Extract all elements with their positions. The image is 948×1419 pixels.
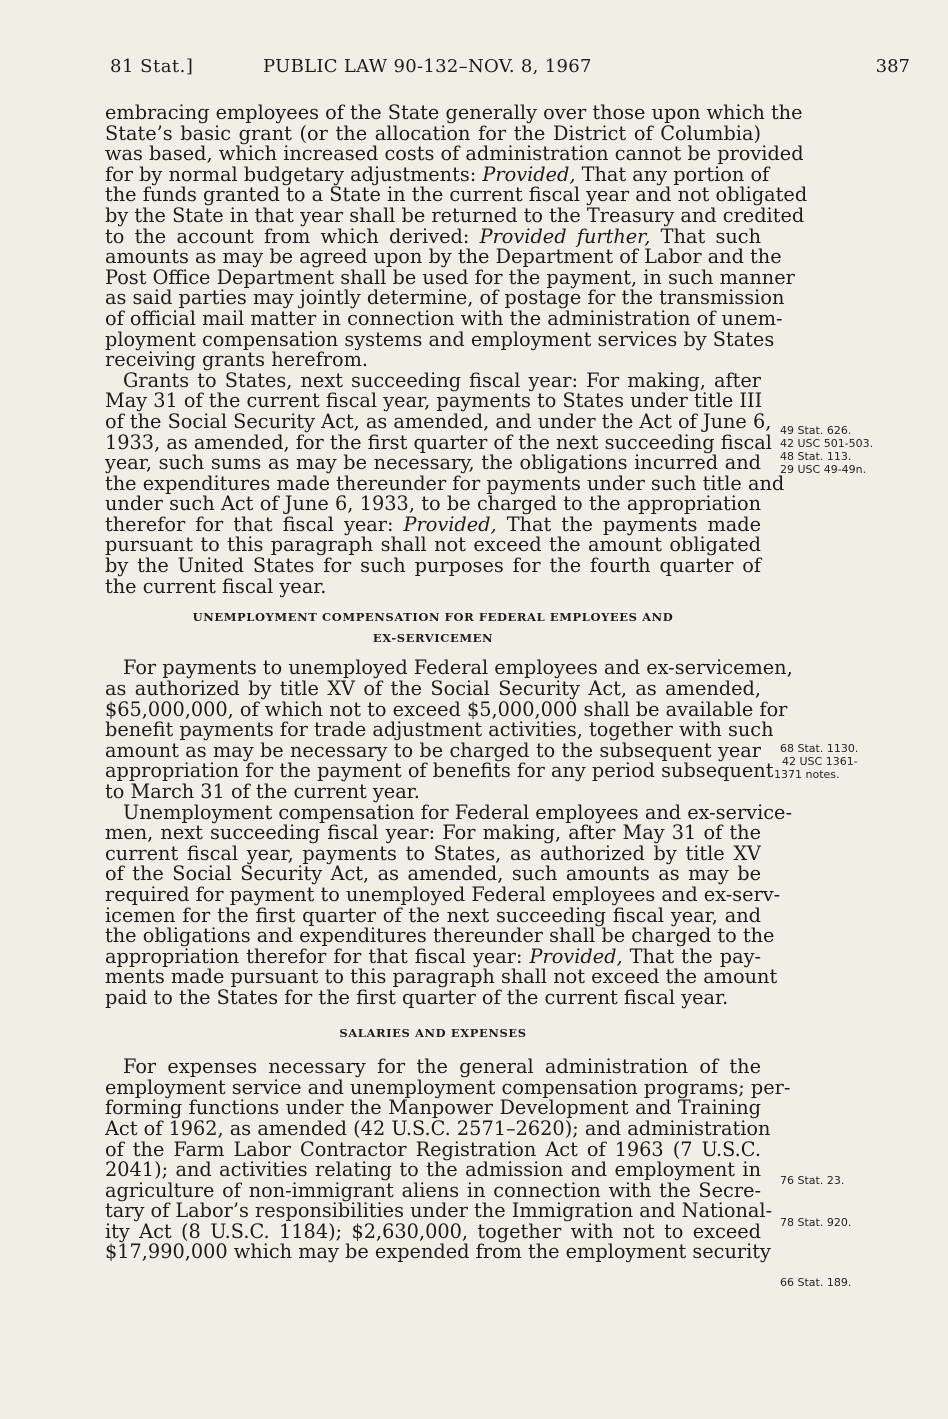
text-line: pursuant to this paragraph shall not exceed the amount obligated <box>105 533 761 557</box>
header-title: PUBLIC LAW 90-132–NOV. 8, 1967 <box>263 56 592 77</box>
note-line: 68 Stat. 1130. <box>780 742 859 755</box>
paragraph-1 <box>105 101 808 372</box>
text-line: Act of 1962, as amended (42 U.S.C. 2571–2620); and administration <box>105 1116 771 1140</box>
text-line: amount as may be necessary to be charged to the subsequent year <box>105 738 761 762</box>
text-line <box>105 162 770 186</box>
text-line: as said parties may jointly determine, of postage for the transmission <box>105 286 785 310</box>
text-line <box>105 512 761 536</box>
note-line: 42 USC 501-503. <box>780 437 874 450</box>
text-line: to March 31 of the current year. <box>105 780 420 803</box>
text-line: by the State in that year shall be returned to the Treasury and credited <box>105 203 805 227</box>
note-line: 1371 notes. <box>774 768 840 781</box>
section-heading: UNEMPLOYMENT COMPENSATION FOR FEDERAL EMPLOYEES AND <box>192 610 674 625</box>
text-line: receiving grants herefrom. <box>105 348 369 372</box>
text-run: to the account from which derived: <box>105 224 470 248</box>
paragraph-2 <box>105 368 785 598</box>
text-line: ployment compensation systems and employment services by States <box>105 327 775 351</box>
text-line: employment service and unemployment compensation programs; per- <box>105 1075 791 1099</box>
text-line: Unemployment compensation for Federal employees and ex-service- <box>123 800 792 824</box>
text-line: of official mail matter in connection with the administration of unem- <box>105 306 783 330</box>
text-line: the funds granted to a State in the current fiscal year and not obligated <box>105 183 808 207</box>
text-line: year, such sums as may be necessary, the obligations incurred and <box>105 451 761 475</box>
proviso-italic: Provided, <box>403 512 497 536</box>
margin-note-citation: 76 Stat. 23. <box>780 1174 845 1187</box>
text-line: by the United States for such purposes for the fourth quarter of <box>105 554 761 578</box>
text-line: benefit payments for trade adjustment activities, together with such <box>105 718 774 742</box>
text-line: was based, which increased costs of administration cannot be provided <box>105 142 804 166</box>
page-number: 387 <box>875 56 910 77</box>
text-line: ity Act (8 U.S.C. 1184); $2,630,000, together with not to exceed <box>105 1219 761 1243</box>
text-run: for by normal budgetary adjustments: <box>105 162 477 186</box>
margin-note-citation <box>780 424 873 476</box>
text-line: of the Social Security Act, as amended, and under the Act of June 6, <box>105 409 772 433</box>
text-line <box>105 224 761 248</box>
text-line: tary of Labor’s responsibilities under the Immigration and National- <box>105 1199 773 1223</box>
text-line: under such Act of June 6, 1933, to be charged to the appropriation <box>105 492 761 516</box>
text-run: That any portion of <box>581 162 770 186</box>
text-line: paid to the States for the first quarter of the current fiscal year. <box>105 985 729 1009</box>
text-line: $17,990,000 which may be expended from the employment security <box>105 1240 771 1264</box>
paragraph-4 <box>105 800 792 1009</box>
proviso-italic: Provided, <box>482 162 576 186</box>
proviso-italic: Provided, <box>529 944 623 968</box>
header-statute-ref: 81 Stat.] <box>110 56 194 77</box>
text-line <box>105 944 761 968</box>
text-line: ments made pursuant to this paragraph shall not exceed the amount <box>105 965 778 989</box>
note-line: 29 USC 49-49n. <box>780 463 867 476</box>
text-line: of the Farm Labor Contractor Registration Act of 1963 (7 U.S.C. <box>105 1137 761 1161</box>
text-line: the expenditures made thereunder for payments under such title and <box>105 471 785 495</box>
text-line: as authorized by title XV of the Social Security Act, as amended, <box>105 677 761 701</box>
text-line: embracing employees of the State generally over those upon which the <box>105 101 803 124</box>
proviso-italic: Provided further, <box>479 224 651 248</box>
text-run: appropriation therefor for that fiscal year: <box>105 944 523 968</box>
text-line: Post Office Department shall be used for the payment, in such manner <box>105 265 795 289</box>
text-run: That the payments made <box>506 512 761 536</box>
text-line: men, next succeeding fiscal year: For making, after May 31 of the <box>105 821 761 845</box>
margin-note-citation <box>774 742 859 781</box>
text-line: current fiscal year, payments to States, as authorized by title XV <box>105 841 761 865</box>
text-line: For payments to unemployed Federal employees and ex-servicemen, <box>123 656 793 680</box>
paragraph-5 <box>105 1055 791 1264</box>
text-line: $65,000,000, of which not to exceed $5,000,000 shall be available for <box>105 697 788 721</box>
text-line: 2041); and activities relating to the admission and employment in <box>105 1158 761 1182</box>
margin-note-citation: 66 Stat. 189. <box>780 1276 852 1289</box>
text-line: Grants to States, next succeeding fiscal year: For making, after <box>123 368 761 392</box>
text-line: forming functions under the Manpower Development and Training <box>105 1096 761 1120</box>
text-line: State’s basic grant (or the allocation for the District of Columbia) <box>105 121 761 145</box>
text-line: of the Social Security Act, as amended, such amounts as may be <box>105 862 761 886</box>
section-heading: EX-SERVICEMEN <box>372 630 494 645</box>
running-header <box>110 56 910 86</box>
text-line: For expenses necessary for the general administration of the <box>123 1055 761 1079</box>
text-line: the obligations and expenditures thereunder shall be charged to the <box>105 924 775 948</box>
note-line: 42 USC 1361- <box>782 755 858 768</box>
text-line: 1933, as amended, for the first quarter of the next succeeding fiscal <box>105 430 772 454</box>
note-line: 49 Stat. 626. <box>780 424 852 437</box>
text-line: agriculture of non-immigrant aliens in connection with the Secre- <box>105 1178 761 1202</box>
margin-note-citation: 78 Stat. 920. <box>780 1216 852 1229</box>
text-line: amounts as may be agreed upon by the Department of Labor and the <box>105 245 782 269</box>
text-line: icemen for the first quarter of the next succeeding fiscal year, and <box>105 903 761 927</box>
text-line: appropriation for the payment of benefits for any period subsequent <box>105 759 774 783</box>
paragraph-3 <box>105 656 793 803</box>
section-heading: SALARIES AND EXPENSES <box>339 1025 527 1040</box>
text-line: required for payment to unemployed Federal employees and ex-serv- <box>105 882 781 906</box>
text-run: therefor for that fiscal year: <box>105 512 394 536</box>
text-line: the current fiscal year. <box>105 574 327 598</box>
text-run: That the pay- <box>629 944 761 968</box>
note-line: 48 Stat. 113. <box>780 450 852 463</box>
text-run: That such <box>660 224 761 248</box>
text-line: May 31 of the current fiscal year, payments to States under title III <box>105 389 763 413</box>
